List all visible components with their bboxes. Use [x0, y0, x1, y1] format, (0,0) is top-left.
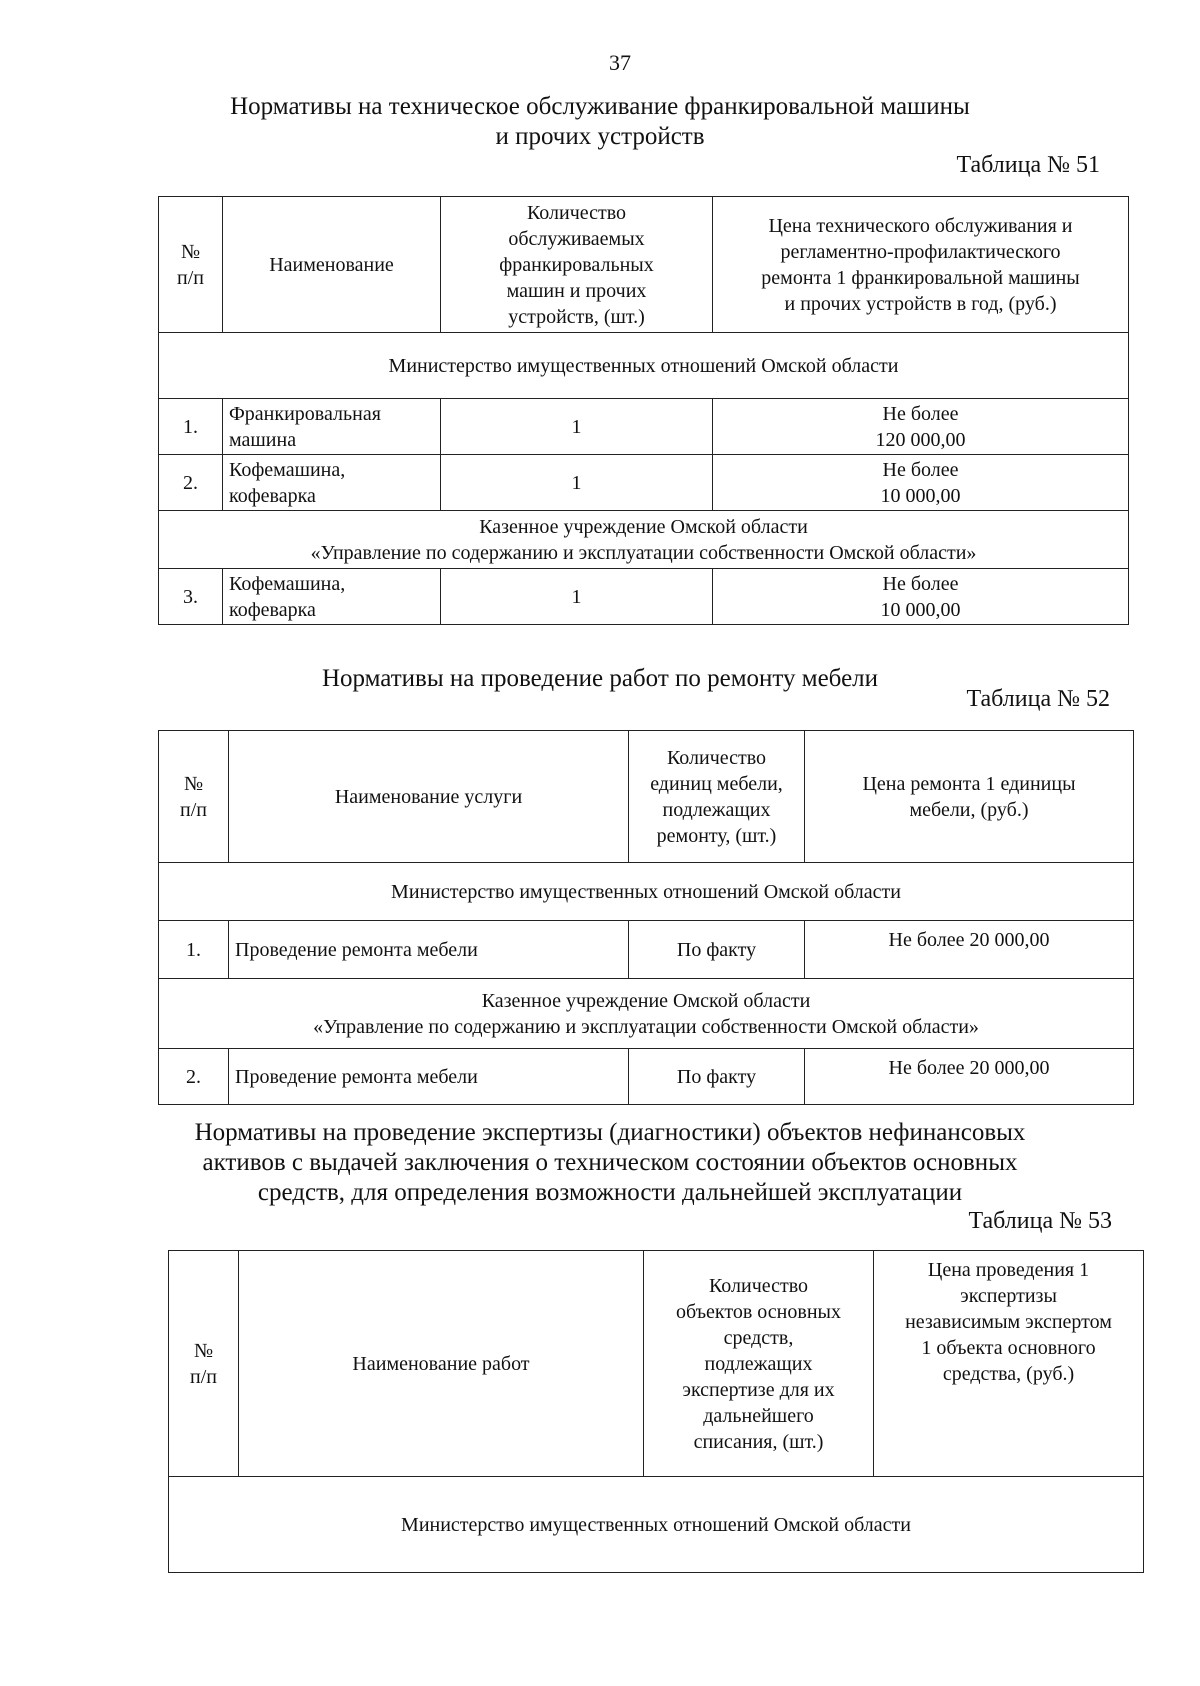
table-row [159, 569, 1129, 625]
table-53-title: Нормативы на проведение экспертизы (диагностики) объектов нефинансовых активов с выдачей заключения о техническом состоянии объектов основных средств, для определения возможности дальнейшей эксплуатации [194, 1119, 1026, 1206]
table-52-title: Нормативы на проведение работ по ремонту мебели [321, 665, 879, 692]
table-51-caption: Таблица № 51 [956, 152, 1100, 178]
table-53 [168, 1250, 1144, 1573]
header-num: № п/п [169, 1251, 239, 1477]
table-51-header-row [159, 197, 1129, 333]
row-qty: По факту [629, 1049, 805, 1105]
section-row [159, 511, 1129, 569]
header-name: Наименование работ [239, 1251, 644, 1477]
table-51-title: Нормативы на техническое обслуживание франкировальной машины и прочих устройств [230, 93, 970, 150]
section-label: Казенное учреждение Омской области «Управление по содержанию и эксплуатации собственности Омской области» [159, 511, 1129, 569]
table-row [159, 455, 1129, 511]
table-row [159, 921, 1134, 979]
section-label: Министерство имущественных отношений Омской области [159, 863, 1134, 921]
row-num: 2. [159, 1049, 229, 1105]
table-row [159, 1049, 1134, 1105]
table-row [159, 399, 1129, 455]
header-price: Цена ремонта 1 единицы мебели, (руб.) [805, 731, 1134, 863]
row-num: 1. [159, 921, 229, 979]
table-53-caption: Таблица № 53 [968, 1208, 1112, 1234]
header-qty: Количество единиц мебели, подлежащих ремонту, (шт.) [629, 731, 805, 863]
row-name: Франкировальная машина [223, 399, 441, 455]
row-name: Кофемашина, кофеварка [223, 455, 441, 511]
table-52 [158, 730, 1134, 1105]
header-num: № п/п [159, 197, 223, 333]
row-name: Проведение ремонта мебели [229, 921, 629, 979]
section-row [159, 979, 1134, 1049]
table-52-caption: Таблица № 52 [966, 686, 1110, 712]
table-52-header-row [159, 731, 1134, 863]
table-51 [158, 196, 1129, 625]
row-price: Не более 20 000,00 [805, 921, 1134, 979]
row-price: Не более 20 000,00 [805, 1049, 1134, 1105]
header-num: № п/п [159, 731, 229, 863]
row-qty: 1 [441, 399, 713, 455]
row-qty: По факту [629, 921, 805, 979]
row-price: Не более 120 000,00 [713, 399, 1129, 455]
row-num: 1. [159, 399, 223, 455]
page-number: 37 [609, 50, 631, 75]
section-row [159, 863, 1134, 921]
row-num: 3. [159, 569, 223, 625]
header-price: Цена технического обслуживания и регламентно-профилактического ремонта 1 франкировальной машины и прочих устройств в год, (руб.) [713, 197, 1129, 333]
row-price: Не более 10 000,00 [713, 569, 1129, 625]
section-row [169, 1477, 1144, 1573]
header-name: Наименование услуги [229, 731, 629, 863]
section-row [159, 333, 1129, 399]
row-price: Не более 10 000,00 [713, 455, 1129, 511]
row-name: Кофемашина, кофеварка [223, 569, 441, 625]
row-qty: 1 [441, 455, 713, 511]
section-label: Министерство имущественных отношений Омской области [159, 333, 1129, 399]
row-num: 2. [159, 455, 223, 511]
table-53-header-row [169, 1251, 1144, 1477]
section-label: Министерство имущественных отношений Омской области [169, 1477, 1144, 1573]
row-qty: 1 [441, 569, 713, 625]
row-name: Проведение ремонта мебели [229, 1049, 629, 1105]
header-qty: Количество объектов основных средств, подлежащих экспертизе для их дальнейшего списания, (шт.) [644, 1251, 874, 1477]
section-label: Казенное учреждение Омской области «Управление по содержанию и эксплуатации собственности Омской области» [159, 979, 1134, 1049]
header-price: Цена проведения 1 экспертизы независимым экспертом 1 объекта основного средства, (руб.) [874, 1251, 1144, 1477]
header-qty: Количество обслуживаемых франкировальных машин и прочих устройств, (шт.) [441, 197, 713, 333]
header-name: Наименование [223, 197, 441, 333]
